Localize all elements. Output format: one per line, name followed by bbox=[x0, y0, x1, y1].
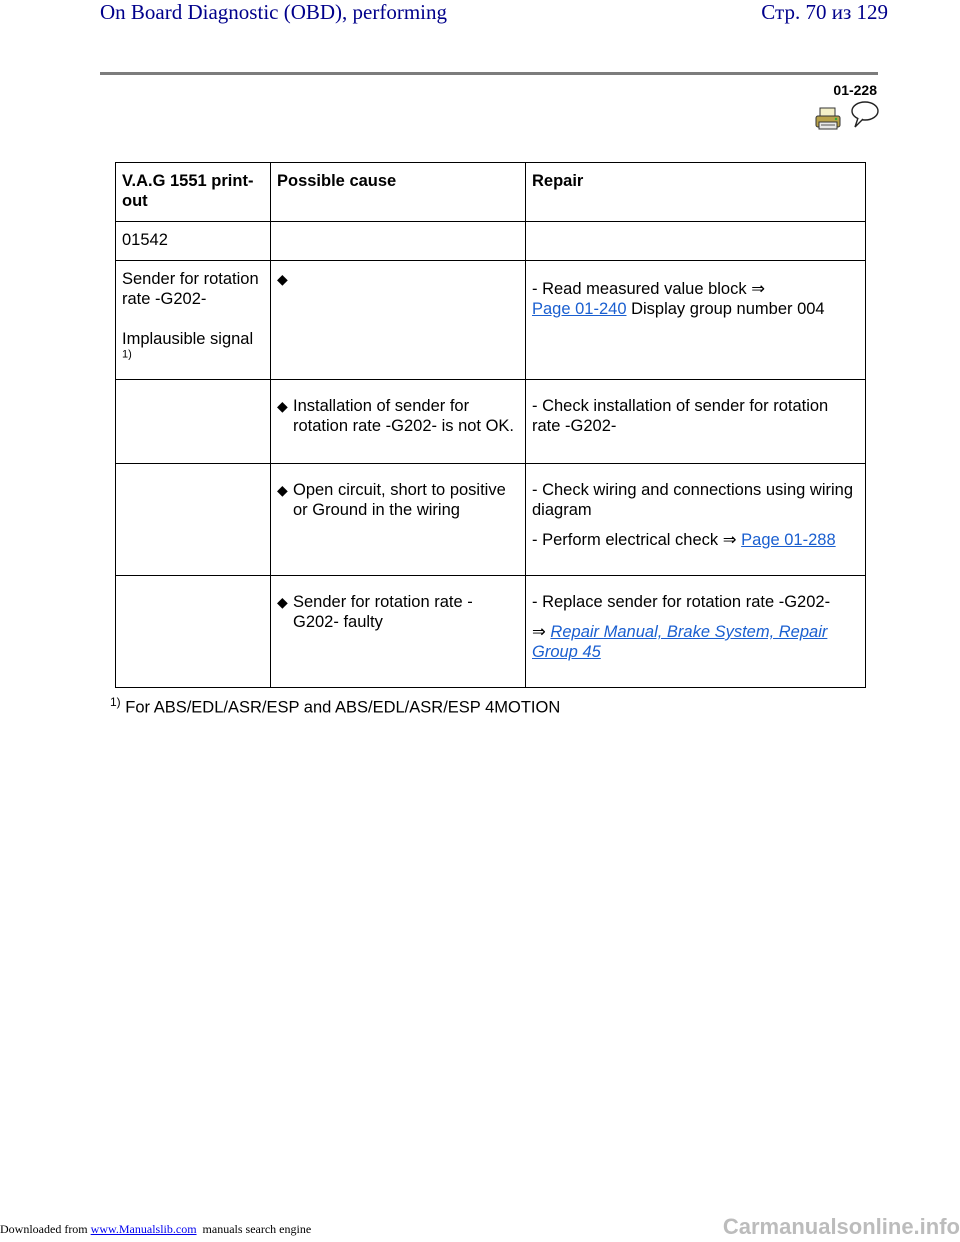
manualslib-link[interactable]: www.Manualslib.com bbox=[90, 1222, 197, 1236]
footnote-mark: 1) bbox=[110, 695, 121, 709]
repair-cell bbox=[526, 464, 866, 576]
diamond-bullet-icon: ◆ bbox=[277, 271, 288, 287]
header-printout: V.A.G 1551 print-out bbox=[116, 163, 271, 222]
cause-text: Installation of sender for rotation rate -G202- is not OK. bbox=[293, 397, 515, 435]
fault-code: 01542 bbox=[116, 222, 271, 261]
repair-text-suffix: Display group number 004 bbox=[626, 300, 825, 318]
table-header-row bbox=[116, 163, 866, 222]
empty-cell bbox=[116, 380, 271, 464]
watermark: Carmanualsonline.info bbox=[722, 1214, 960, 1239]
repair-cell bbox=[526, 261, 866, 380]
printer-icon[interactable] bbox=[815, 107, 841, 131]
table-row-code bbox=[116, 222, 866, 261]
table-row bbox=[116, 380, 866, 464]
cause-cell bbox=[271, 380, 526, 464]
cause-text: Open circuit, short to positive or Ground in the wiring bbox=[293, 481, 506, 519]
printout-cell bbox=[116, 261, 271, 380]
footnote bbox=[110, 695, 560, 718]
repair-manual-link[interactable]: Repair Manual, Brake System, Repair Group 45 bbox=[532, 623, 828, 661]
footnote-text: For ABS/EDL/ASR/ESP and ABS/EDL/ASR/ESP 4MOTION bbox=[125, 698, 561, 717]
diamond-bullet-icon: ◆ bbox=[277, 482, 288, 498]
fault-type bbox=[122, 329, 262, 369]
footnote-ref: 1) bbox=[122, 348, 132, 361]
speech-bubble-icon[interactable] bbox=[848, 100, 880, 130]
cause-cell bbox=[271, 576, 526, 688]
table-row bbox=[116, 261, 866, 380]
empty-cell bbox=[116, 464, 271, 576]
repair-cell bbox=[526, 380, 866, 464]
repair-text: - Check installation of sender for rotation rate -G202- bbox=[532, 397, 829, 435]
repair-text-2 bbox=[532, 622, 857, 662]
header-possible-cause: Possible cause bbox=[271, 163, 526, 222]
repair-text-2 bbox=[532, 530, 857, 550]
page-01-288-link[interactable]: Page 01-288 bbox=[741, 531, 836, 549]
diamond-bullet-icon: ◆ bbox=[277, 594, 288, 610]
repair-text: - Replace sender for rotation rate -G202- bbox=[532, 593, 831, 611]
page-01-240-link[interactable]: Page 01-240 bbox=[532, 300, 627, 318]
empty-cell bbox=[116, 576, 271, 688]
document-title: On Board Diagnostic (OBD), performing bbox=[100, 0, 448, 24]
download-credit bbox=[0, 1222, 311, 1237]
repair-text: - Check wiring and connections using wiring diagram bbox=[532, 481, 853, 519]
downloaded-label: Downloaded from bbox=[0, 1222, 88, 1236]
header-repair: Repair bbox=[526, 163, 866, 222]
empty-cell bbox=[271, 222, 526, 261]
cause-cell bbox=[271, 464, 526, 576]
cause-text: Sender for rotation rate -G202- faulty bbox=[293, 593, 473, 631]
repair-text-prefix: - Perform electrical check ⇒ bbox=[532, 531, 737, 549]
table-row bbox=[116, 464, 866, 576]
component-name: Sender for rotation rate -G202- bbox=[122, 270, 259, 308]
page-number: 01-228 bbox=[833, 82, 877, 98]
tagline: manuals search engine bbox=[202, 1222, 312, 1236]
header-rule bbox=[100, 72, 878, 75]
empty-cell bbox=[526, 222, 866, 261]
table-row bbox=[116, 576, 866, 688]
repair-text: - Read measured value block ⇒ bbox=[532, 280, 766, 298]
repair-cell bbox=[526, 576, 866, 688]
arrow-icon: ⇒ bbox=[532, 622, 546, 641]
page-indicator: Стр. 70 из 129 bbox=[761, 0, 888, 24]
cause-cell bbox=[271, 261, 526, 380]
diagnostic-table bbox=[115, 162, 866, 688]
diamond-bullet-icon: ◆ bbox=[277, 398, 288, 414]
fault-type-text: Implausible signal bbox=[122, 330, 254, 348]
